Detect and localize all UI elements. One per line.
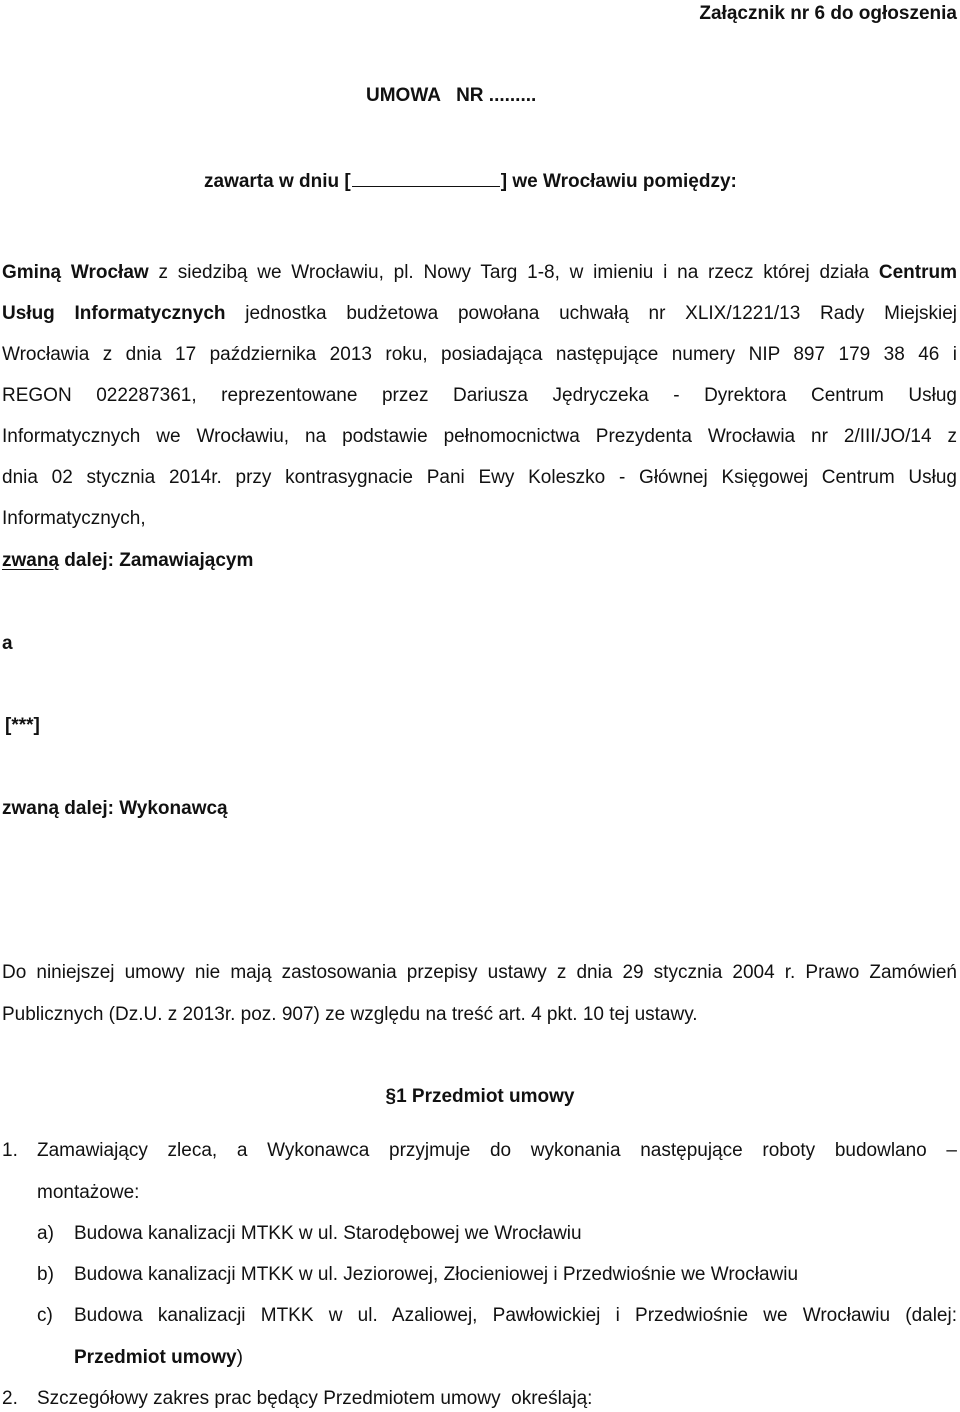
sub-item-a-label: a)	[37, 1223, 54, 1244]
concluded-after: ] we Wrocławiu pomiędzy:	[500, 171, 737, 192]
party1-line-2	[2, 302, 957, 326]
concluded-line	[204, 166, 737, 194]
disclaimer-line-1: Do niniejszej umowy nie mają zastosowania przepisy ustawy z dnia 29 stycznia 2004 r. Prawo Zamówień	[2, 962, 957, 983]
sub-item-c-text: Budowa kanalizacji MTKK w ul. Azaliowej, Pawłowickiej i Przedwiośnie we Wrocławiu (dalej:	[74, 1305, 957, 1326]
party1-unit-name: Usług Informatycznych	[2, 303, 226, 324]
sub-item-a-text: Budowa kanalizacji MTKK w ul. Starodębowej we Wrocławiu	[74, 1223, 582, 1244]
attachment-label: Załącznik nr 6 do ogłoszenia	[699, 3, 957, 24]
item-1-number: 1.	[2, 1140, 18, 1161]
party1-called-word: zwaną	[2, 550, 60, 571]
party1-called	[2, 549, 253, 573]
item-1-text: Zamawiający zleca, a Wykonawca przyjmuje do wykonania następujące roboty budowlano –	[37, 1140, 957, 1161]
party1-line-7: Informatycznych,	[2, 508, 146, 529]
subject-term: Przedmiot umowy	[74, 1347, 237, 1368]
party1-line-1	[2, 261, 957, 285]
party1-line-5: Informatycznych we Wrocławiu, na podstawie pełnomocnictwa Prezydenta Wrocławia nr 2/III/JO/14 z	[2, 426, 957, 447]
party2-placeholder: [***]	[5, 715, 40, 736]
sub-item-b-label: b)	[37, 1264, 54, 1285]
party1-line-3: Wrocławia z dnia 17 października 2013 roku, posiadająca następujące numery NIP 897 179 38 46 i	[2, 344, 957, 365]
contract-title: UMOWA NR .........	[366, 85, 537, 106]
party1-centrum: Centrum	[878, 262, 958, 283]
subject-term-close: )	[236, 1347, 243, 1368]
sub-item-c-label: c)	[37, 1305, 53, 1326]
item-1-text-cont: montażowe:	[37, 1182, 140, 1203]
party1-name: Gminą Wrocław	[2, 262, 149, 283]
section-heading: §1 Przedmiot umowy	[385, 1086, 575, 1107]
disclaimer-line-2: Publicznych (Dz.U. z 2013r. poz. 907) ze względu na treść art. 4 pkt. 10 tej ustawy.	[2, 1004, 698, 1025]
and-connector: a	[2, 633, 13, 654]
party1-line-6: dnia 02 stycznia 2014r. przy kontrasygnacie Pani Ewy Koleszko - Głównej Księgowej Centrum Usług	[2, 467, 957, 488]
party1-called-rest: dalej: Zamawiającym	[59, 550, 254, 571]
sub-item-c-text-cont	[74, 1346, 243, 1370]
date-blank	[352, 166, 500, 187]
party1-unit-desc: jednostka budżetowa powołana uchwałą nr XLIX/1221/13 Rady Miejskiej	[225, 303, 958, 324]
item-2-number: 2.	[2, 1388, 18, 1409]
party2-called: zwaną dalej: Wykonawcą	[2, 798, 228, 819]
item-2-text: Szczegółowy zakres prac będący Przedmiotem umowy określają:	[37, 1388, 593, 1409]
sub-item-a	[37, 1222, 582, 1246]
party1-address: z siedzibą we Wrocławiu, pl. Nowy Targ 1-8, w imieniu i na rzecz której działa	[148, 262, 879, 283]
sub-item-b	[37, 1263, 798, 1287]
concluded-before: zawarta w dniu [	[204, 171, 351, 192]
party1-line-4: REGON 022287361, reprezentowane przez Dariusza Jędryczeka - Dyrektora Centrum Usług	[2, 385, 957, 406]
sub-item-b-text: Budowa kanalizacji MTKK w ul. Jeziorowej, Złocieniowej i Przedwiośnie we Wrocławiu	[74, 1264, 799, 1285]
